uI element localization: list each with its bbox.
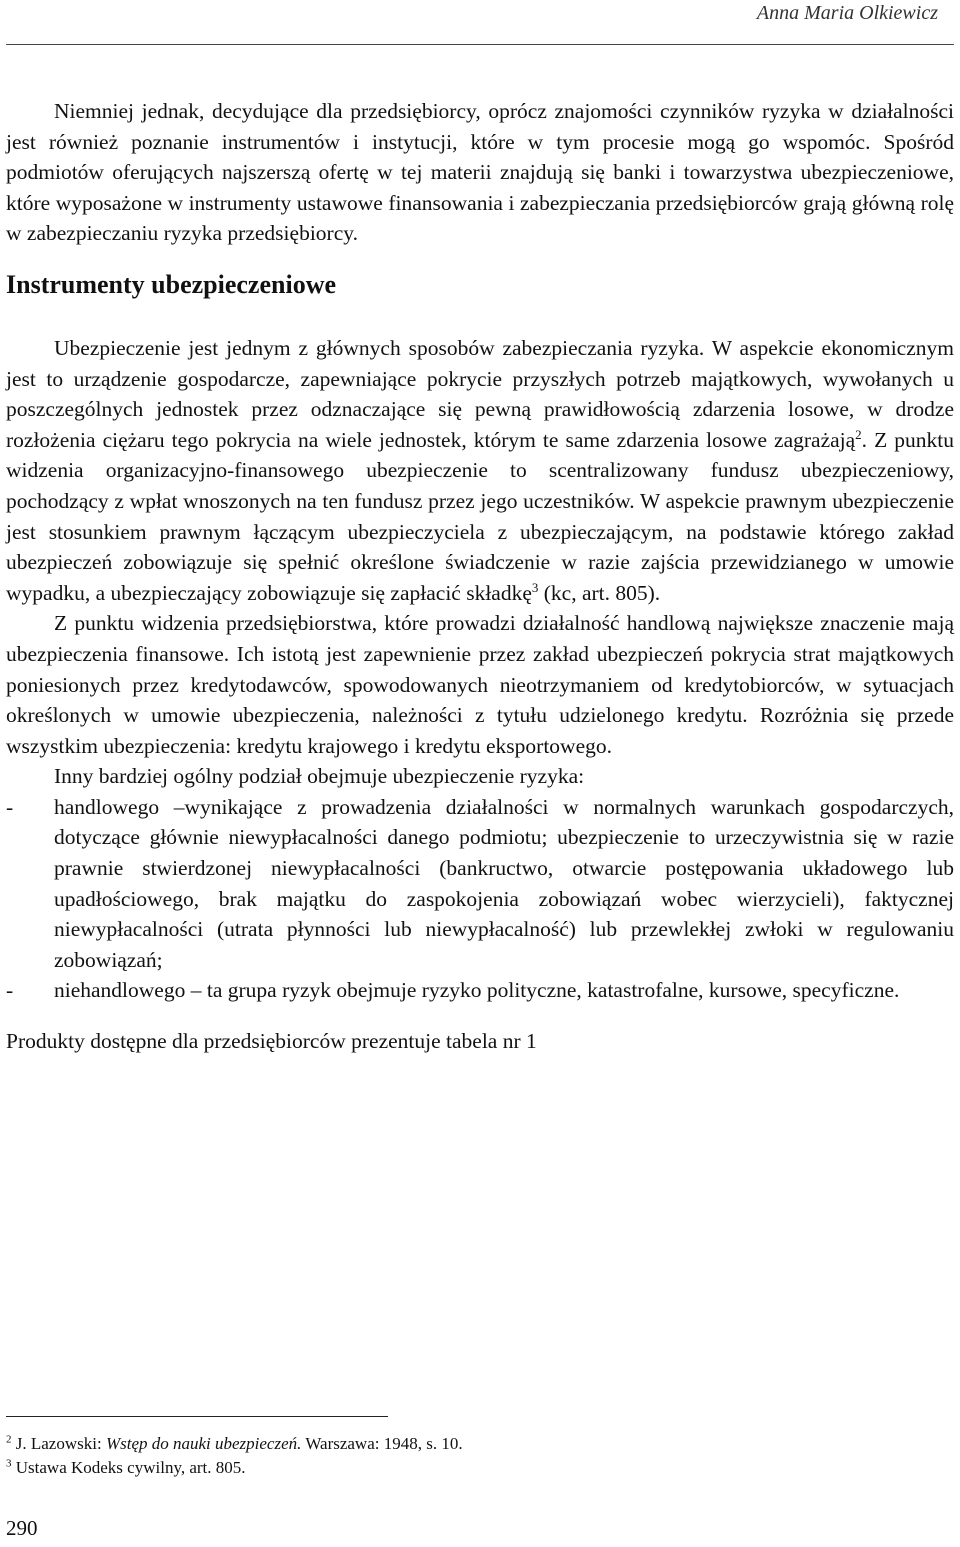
paragraph-division-intro: Inny bardziej ogólny podział obejmuje ubezpieczenie ryzyka:	[54, 764, 585, 789]
risk-type-list	[6, 792, 954, 1006]
list-item-text: handlowego –wynikające z prowadzenia działalności w normalnych warunkach gospodarczych, dotyczące głównie niewypłacalności danego podmiotu; ubezpieczenie to urzeczywistnia się w razie prawnie stwierdzonej niewypłacalności (bankructwo, otwarcie postępowania układowego lub upadłościowego, brak majątku do zaspokojenia zobowiązań wobec wierzycieli), faktycznej niewypłacalności (utrata płynności lub niewypłacalność) lub przewlekłej zwłoki w regulowaniu zobowiązań;	[54, 794, 954, 972]
footnote-2	[6, 1432, 954, 1456]
footnote-ref-2[interactable]: 2	[855, 426, 862, 442]
paragraph-insurance-definition	[6, 333, 954, 608]
list-dash: -	[6, 794, 14, 819]
header-divider	[6, 44, 954, 45]
running-header-author: Anna Maria Olkiewicz	[756, 2, 938, 24]
footnote-text: Ustawa Kodeks cywilny, art. 805.	[11, 1458, 246, 1477]
paragraph-table-reference: Produkty dostępne dla przedsiębiorców prezentuje tabela nr 1	[6, 1029, 537, 1054]
paragraph-text: (kc, art. 805).	[538, 580, 661, 605]
main-text	[6, 96, 954, 1057]
list-item	[6, 975, 954, 1006]
footnote-number: 2	[6, 1433, 12, 1446]
section-heading: Instrumenty ubezpieczeniowe	[6, 269, 337, 299]
list-item-text: niehandlowego – ta grupa ryzyk obejmuje ryzyko polityczne, katastrofalne, kursowe, specyficzne.	[54, 978, 900, 1003]
footnote-number: 3	[6, 1457, 12, 1470]
paragraph-financial-insurance: Z punktu widzenia przedsiębiorstwa, które prowadzi działalność handlową największe znaczenie mają ubezpieczenia finansowe. Ich istotą jest zapewnienie przez zakład ubezpieczeń pokrycia strat majątkowych poniesionych przez kredytodawców, spowodowanych nieotrzymaniem od kredytobiorców, w sytuacjach określonych w umowie ubezpieczenia, należności z tytułu udzielonego kredytu. Rozróżnia się przede wszystkim ubezpieczenia: kredytu krajowego i kredytu eksportowego.	[6, 611, 954, 758]
page-number: 290	[6, 1516, 38, 1540]
footnote-divider	[6, 1416, 388, 1417]
footnote-text: Warszawa: 1948, s. 10.	[301, 1434, 463, 1453]
footnote-3	[6, 1456, 954, 1480]
list-dash: -	[6, 978, 14, 1003]
footnotes	[6, 1432, 954, 1480]
footnote-text: J. Lazowski:	[11, 1434, 106, 1453]
footnote-title: Wstęp do nauki ubezpieczeń.	[105, 1434, 302, 1453]
footnote-ref-3[interactable]: 3	[531, 579, 539, 595]
paragraph-text: . Z punktu widzenia organizacyjno-finansowego ubezpieczenie to scentralizowany fundusz ubezpieczeniowy, pochodzący z wpłat wnoszonych na ten fundusz przez jego uczestników. W aspekcie prawnym ubezpieczenie jest stosunkiem prawnym łączącym ubezpieczyciela z ubezpieczającym, na podstawie którego zakład ubezpieczeń zobowiązuje się spełnić określone świadczenie w razie zajścia przewidzianego w umowie wypadku, a ubezpieczający zobowiązuje się zapłacić składkę	[6, 427, 954, 605]
list-item	[6, 792, 954, 976]
paragraph-text: Ubezpieczenie jest jednym z głównych sposobów zabezpieczania ryzyka. W aspekcie ekonomicznym jest to urządzenie gospodarcze, zapewniające pokrycie przyszłych potrzeb majątkowych, wywołanych u poszczególnych jednostek przez odznaczające się pewną prawidłowością zdarzenia losowe, w drodze rozłożenia ciężaru tego pokrycia na wiele jednostek, którym te same zdarzenia losowe zagrażają	[6, 335, 954, 452]
paragraph-intro: Niemniej jednak, decydujące dla przedsiębiorcy, oprócz znajomości czynników ryzyka w działalności jest również poznanie instrumentów i instytucji, które w tym procesie mogą go wspomóc. Spośród podmiotów oferujących najszerszą ofertę w tej materii znajdują się banki i towarzystwa ubezpieczeniowe, które wyposażone w instrumenty ustawowe finansowania i zabezpieczania przedsiębiorców grają główną rolę w zabezpieczaniu ryzyka przedsiębiorcy.	[6, 99, 954, 246]
